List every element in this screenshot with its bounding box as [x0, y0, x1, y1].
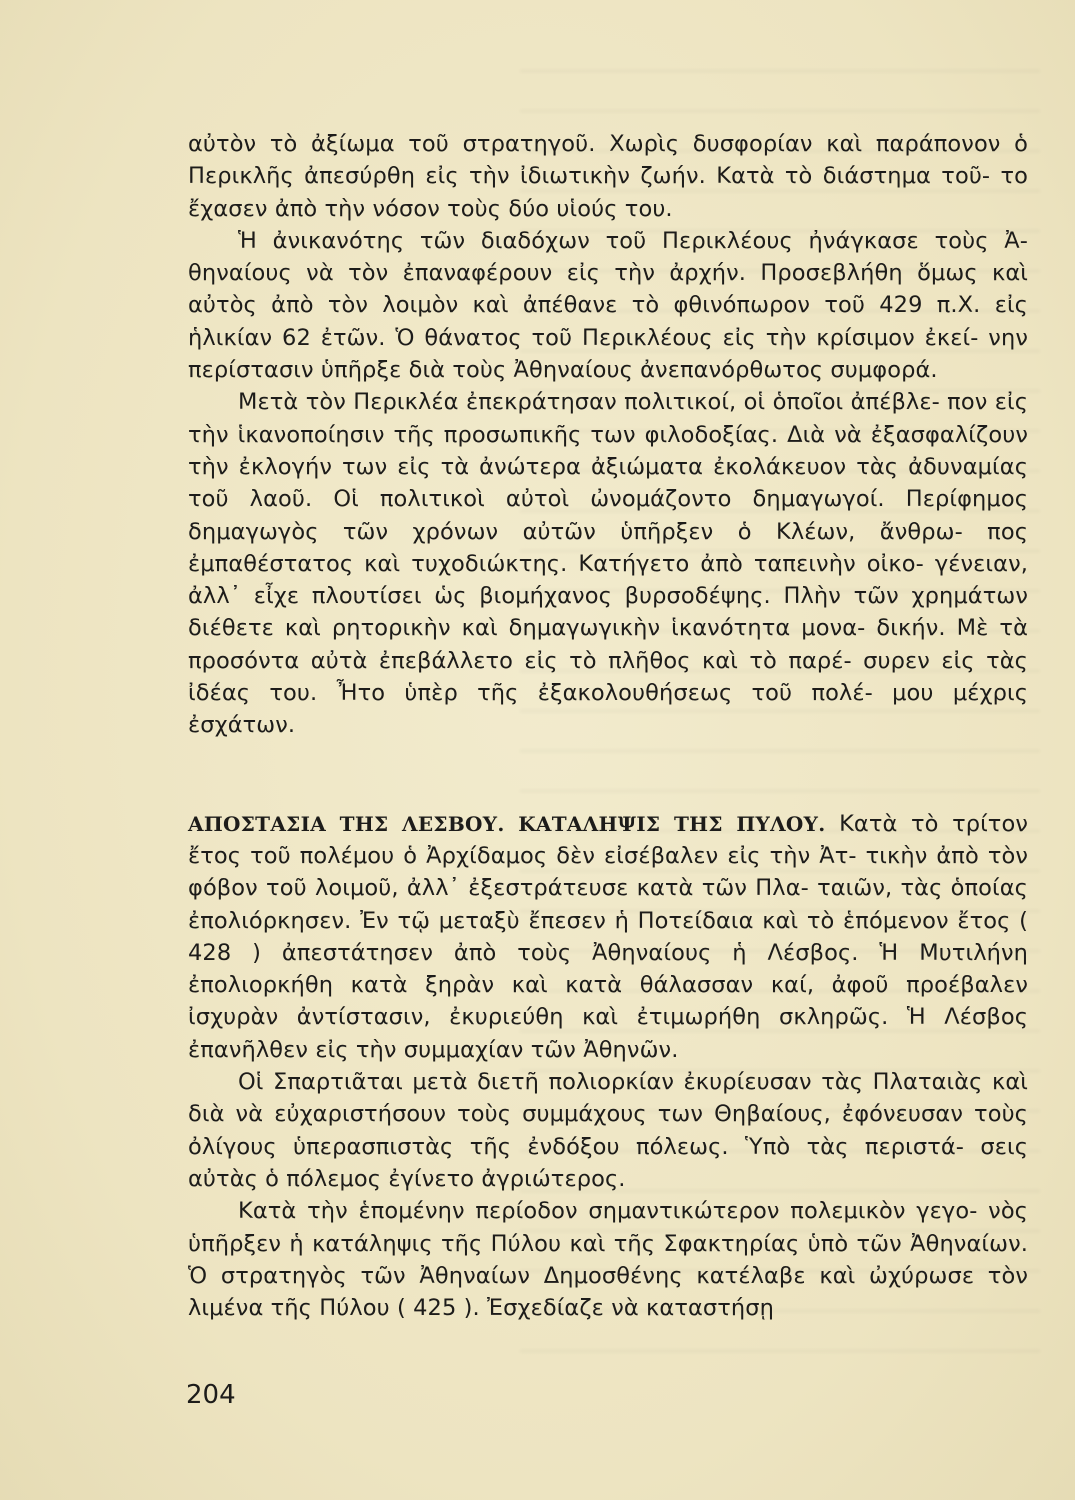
section-lesbos-pylos [188, 808, 1028, 1066]
paragraph-lesbos: Κατὰ τὸ τρίτον ἔτος τοῦ πολέμου ὁ Ἀρχίδαμος δὲν εἰσέβαλεν εἰς τὴν Ἀτ- τικὴν ἀπὸ τὸν φόβον τοῦ λοιμοῦ, ἀλλ᾽ ἐξεστράτευσε κατὰ τῶν Πλα- ταιῶν, τὰς ὁποίας ἐπολιόρκησεν. Ἐν τῷ μεταξὺ ἔπεσεν ἡ Ποτείδαια καὶ τὸ ἑπόμενον ἔτος ( 428 ) ἀπεστάτησεν ἀπὸ τοὺς Ἀθηναίους ἡ Λέσβος. Ἡ Μυτιλήνη ἐπολιορκήθη κατὰ ξηρὰν καὶ κατὰ θάλασσαν καί, ἀφοῦ προέβαλεν ἰσχυρὰν ἀντίστασιν, ἐκυριεύθη καὶ ἐτιμωρήθη σκληρῶς. Ἡ Λέσβος ἐπανῆλθεν εἰς τὴν συμμαχίαν τῶν Ἀθηνῶν. [188, 810, 1028, 1063]
paragraph-pericles-return: Ἡ ἀνικανότης τῶν διαδόχων τοῦ Περικλέους ἠνάγκασε τοὺς Ἀ- θηναίους νὰ τὸν ἐπαναφέρουν εἰς τὴν ἀρχήν. Προσεβλήθη ὅμως καὶ αὐτὸς ἀπὸ τὸν λοιμὸν καὶ ἀπέθανε τὸ φθινόπωρον τοῦ 429 π.Χ. εἰς ἡλικίαν 62 ἐτῶν. Ὁ θάνατος τοῦ Περικλέους εἰς τὴν κρίσιμον ἐκεί- νην περίστασιν ὑπῆρξε διὰ τοὺς Ἀθηναίους ἀνεπανόρθωτος συμφορά. [188, 227, 1028, 384]
paragraph-demagogues: Μετὰ τὸν Περικλέα ἐπεκράτησαν πολιτικοί, οἱ ὁποῖοι ἀπέβλε- πον εἰς τὴν ἱκανοποίησιν τῆς προσωπικῆς των φιλοδοξίας. Διὰ νὰ ἐξασφαλίζουν τὴν ἐκλογήν των εἰς τὰ ἀνώτερα ἀξιώματα ἐκολάκευον τὰς ἀδυναμίας τοῦ λαοῦ. Οἱ πολιτικοὶ αὐτοὶ ὠνομάζοντο δημαγωγοί. Περίφημος δημαγωγὸς τῶν χρόνων αὐτῶν ὑπῆρξεν ὁ Κλέων, ἄνθρω- πος ἐμπαθέστατος καὶ τυχοδιώκτης. Κατήγετο ἀπὸ ταπεινὴν οἰκο- γένειαν, ἀλλ᾽ εἶχε πλουτίσει ὡς βιομήχανος βυρσοδέψης. Πλὴν τῶν χρημάτων διέθετε καὶ ρητορικὴν καὶ δημαγωγικὴν ἱκανότητα μονα- δικήν. Μὲ τὰ προσόντα αὐτὰ ἐπεβάλλετο εἰς τὸ πλῆθος καὶ τὸ παρέ- συρεν εἰς τὰς ἰδέας του. Ἦτο ὑπὲρ τῆς ἐξακολουθήσεως τοῦ πολέ- μου μέχρις ἐσχάτων. [188, 389, 1028, 739]
section-gap [188, 742, 1028, 808]
paragraph-plataea: Οἱ Σπαρτιᾶται μετὰ διετῆ πολιορκίαν ἐκυρίευσαν τὰς Πλαταιὰς καὶ διὰ νὰ εὐχαριστήσουν τοὺς συμμάχους των Θηβαίους, ἐφόνευσαν τοὺς ὀλίγους ὑπερασπιστὰς τῆς ἐνδόξου πόλεως. Ὑπὸ τὰς περιστά- σεις αὐτὰς ὁ πόλεμος ἐγίνετο ἀγριώτερος. [188, 1069, 1028, 1192]
page-number: 204 [186, 1380, 236, 1410]
paragraph-continuation: αὐτὸν τὸ ἀξίωμα τοῦ στρατηγοῦ. Χωρὶς δυσφορίαν καὶ παράπονον ὁ Περικλῆς ἀπεσύρθη εἰς τὴν ἰδιωτικὴν ζωήν. Κατὰ τὸ διάστημα τοῦ- το ἔχασεν ἀπὸ τὴν νόσον τοὺς δύο υἱούς του. [188, 131, 1028, 222]
body-text [188, 128, 1028, 1324]
section-heading: ΑΠΟΣΤΑΣΙΑ ΤΗΣ ΛΕΣΒΟΥ. ΚΑΤΑΛΗΨΙΣ ΤΗΣ ΠΥΛΟΥ. [188, 811, 826, 836]
paragraph-pylos: Κατὰ τὴν ἑπομένην περίοδον σημαντικώτερον πολεμικὸν γεγο- νὸς ὑπῆρξεν ἡ κατάληψις τῆς Πύλου καὶ τῆς Σφακτηρίας ὑπὸ τῶν Ἀθηναίων. Ὁ στρατηγὸς τῶν Ἀθηναίων Δημοσθένης κατέλαβε καὶ ὠχύρωσε τὸν λιμένα τῆς Πύλου ( 425 ). Ἐσχεδίαζε νὰ καταστήσῃ [188, 1198, 1028, 1322]
